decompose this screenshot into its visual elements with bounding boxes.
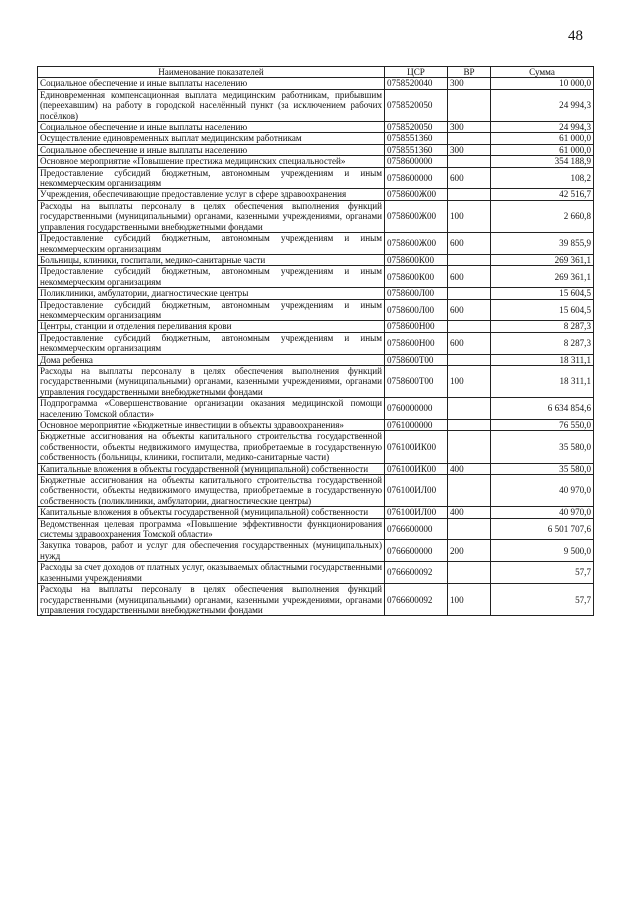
cell-sum: 57,7	[491, 584, 594, 616]
cell-sum: 10 000,0	[491, 78, 594, 89]
cell-name: Поликлиники, амбулатории, диагностические центры	[38, 288, 385, 299]
cell-csr: 0758600Т00	[385, 365, 448, 397]
cell-sum: 42 516,7	[491, 189, 594, 200]
cell-sum: 57,7	[491, 562, 594, 584]
table-row	[38, 133, 594, 144]
cell-vr	[448, 398, 491, 420]
table-row	[38, 266, 594, 288]
cell-name: Расходы на выплаты персоналу в целях обеспечения выполнения функций государственными (муниципальными) органами, казенными учреждениями, органами управления государственными внебюджетными фондами	[38, 365, 385, 397]
cell-name: Предоставление субсидий бюджетным, автономным учреждениям и иным некоммерческим организациям	[38, 332, 385, 354]
cell-vr	[448, 475, 491, 507]
cell-sum: 108,2	[491, 167, 594, 189]
cell-sum: 40 970,0	[491, 507, 594, 518]
cell-csr: 0758600Н00	[385, 332, 448, 354]
table-row	[38, 398, 594, 420]
cell-csr: 0758600000	[385, 156, 448, 167]
cell-csr: 076100ИК00	[385, 463, 448, 474]
cell-csr: 0758600Л00	[385, 299, 448, 321]
header-name: Наименование показателей	[38, 67, 385, 78]
cell-name: Расходы на выплаты персоналу в целях обеспечения выполнения функций государственными (муниципальными) органами, казенными учреждениями, органами управления государственными внебюджетными фондами	[38, 584, 385, 616]
header-csr: ЦСР	[385, 67, 448, 78]
cell-csr: 0766600000	[385, 540, 448, 562]
cell-vr	[448, 156, 491, 167]
cell-csr: 0766600000	[385, 518, 448, 540]
table-row	[38, 122, 594, 133]
cell-name: Закупка товаров, работ и услуг для обеспечения государственных (муниципальных) нужд	[38, 540, 385, 562]
cell-sum: 35 580,0	[491, 431, 594, 463]
table-row	[38, 562, 594, 584]
cell-name: Единовременная компенсационная выплата медицинским работникам, прибывшим (переехавшим) на работу в городской населённый пункт (за исключением рабочих посёлков)	[38, 89, 385, 121]
table-row	[38, 78, 594, 89]
cell-name: Социальное обеспечение и иные выплаты населению	[38, 122, 385, 133]
table-row	[38, 507, 594, 518]
cell-vr: 600	[448, 266, 491, 288]
table-row	[38, 431, 594, 463]
table-row	[38, 167, 594, 189]
table-row	[38, 200, 594, 232]
cell-csr: 0760000000	[385, 398, 448, 420]
cell-name: Дома ребенка	[38, 354, 385, 365]
table-row	[38, 420, 594, 431]
cell-csr: 0758600Ж00	[385, 189, 448, 200]
cell-name: Социальное обеспечение и иные выплаты населению	[38, 144, 385, 155]
cell-name: Основное мероприятие «Бюджетные инвестиции в объекты здравоохранения»	[38, 420, 385, 431]
cell-name: Бюджетные ассигнования на объекты капитального строительства государственной собственности, объекты недвижимого имущества, приобретаемые в государственную собственность (больницы, клиники, госпитали, медико-санитарные части)	[38, 431, 385, 463]
cell-sum: 76 550,0	[491, 420, 594, 431]
table-row	[38, 321, 594, 332]
cell-vr: 300	[448, 78, 491, 89]
cell-sum: 15 604,5	[491, 288, 594, 299]
cell-vr	[448, 133, 491, 144]
cell-csr: 0758600Ж00	[385, 233, 448, 255]
cell-csr: 0758600К00	[385, 254, 448, 265]
cell-name: Предоставление субсидий бюджетным, автономным учреждениям и иным некоммерческим организациям	[38, 266, 385, 288]
cell-sum: 39 855,9	[491, 233, 594, 255]
table-row	[38, 233, 594, 255]
cell-vr: 600	[448, 332, 491, 354]
cell-name: Предоставление субсидий бюджетным, автономным учреждениям и иным некоммерческим организациям	[38, 233, 385, 255]
cell-csr: 0758551360	[385, 133, 448, 144]
cell-vr: 100	[448, 365, 491, 397]
cell-csr: 0761000000	[385, 420, 448, 431]
cell-vr	[448, 321, 491, 332]
budget-table	[37, 66, 594, 616]
table-row	[38, 189, 594, 200]
cell-vr	[448, 254, 491, 265]
cell-sum: 40 970,0	[491, 475, 594, 507]
cell-sum: 18 311,1	[491, 365, 594, 397]
table-row	[38, 540, 594, 562]
cell-csr: 0758600000	[385, 167, 448, 189]
cell-vr: 200	[448, 540, 491, 562]
cell-sum: 15 604,5	[491, 299, 594, 321]
cell-sum: 8 287,3	[491, 321, 594, 332]
cell-sum: 354 188,9	[491, 156, 594, 167]
table-row	[38, 365, 594, 397]
cell-name: Расходы на выплаты персоналу в целях обеспечения выполнения функций государственными (муниципальными) органами, казенными учреждениями, органами управления государственными внебюджетными фондами	[38, 200, 385, 232]
table-row	[38, 584, 594, 616]
page-number: 48	[568, 28, 583, 44]
cell-sum: 61 000,0	[491, 133, 594, 144]
cell-name: Предоставление субсидий бюджетным, автономным учреждениям и иным некоммерческим организациям	[38, 299, 385, 321]
cell-sum: 35 580,0	[491, 463, 594, 474]
cell-vr: 600	[448, 233, 491, 255]
cell-csr: 0758600Л00	[385, 288, 448, 299]
cell-name: Расходы за счет доходов от платных услуг, оказываемых областными государственными казенными учреждениями	[38, 562, 385, 584]
cell-csr: 0758520050	[385, 89, 448, 121]
cell-name: Бюджетные ассигнования на объекты капитального строительства государственной собственности, объекты недвижимого имущества, приобретаемые в государственную собственность (поликлиники, амбулатории, диагностические центры)	[38, 475, 385, 507]
cell-name: Центры, станции и отделения переливания крови	[38, 321, 385, 332]
header-sum: Сумма	[491, 67, 594, 78]
cell-csr: 0758600К00	[385, 266, 448, 288]
cell-csr: 0766600092	[385, 584, 448, 616]
cell-csr: 076100ИЛ00	[385, 507, 448, 518]
cell-csr: 076100ИК00	[385, 431, 448, 463]
cell-sum: 24 994,3	[491, 89, 594, 121]
cell-csr: 0758600Т00	[385, 354, 448, 365]
table-header-row	[38, 67, 594, 78]
table-row	[38, 288, 594, 299]
cell-vr: 100	[448, 584, 491, 616]
cell-vr: 300	[448, 144, 491, 155]
table-row	[38, 299, 594, 321]
cell-vr	[448, 562, 491, 584]
cell-sum: 9 500,0	[491, 540, 594, 562]
table-body	[38, 78, 594, 616]
cell-vr: 100	[448, 200, 491, 232]
cell-name: Социальное обеспечение и иные выплаты населению	[38, 78, 385, 89]
cell-vr	[448, 431, 491, 463]
cell-vr: 600	[448, 299, 491, 321]
cell-vr: 400	[448, 507, 491, 518]
cell-csr: 0766600092	[385, 562, 448, 584]
cell-vr: 400	[448, 463, 491, 474]
cell-sum: 6 501 707,6	[491, 518, 594, 540]
cell-vr: 300	[448, 122, 491, 133]
table-row	[38, 518, 594, 540]
table-row	[38, 354, 594, 365]
cell-vr	[448, 354, 491, 365]
table-row	[38, 475, 594, 507]
cell-sum: 2 660,8	[491, 200, 594, 232]
cell-csr: 0758520050	[385, 122, 448, 133]
cell-sum: 269 361,1	[491, 254, 594, 265]
table-row	[38, 332, 594, 354]
cell-csr: 0758551360	[385, 144, 448, 155]
cell-sum: 24 994,3	[491, 122, 594, 133]
cell-name: Основное мероприятие «Повышение престижа медицинских специальностей»	[38, 156, 385, 167]
cell-vr	[448, 189, 491, 200]
table-row	[38, 156, 594, 167]
cell-name: Больницы, клиники, госпитали, медико-санитарные части	[38, 254, 385, 265]
table-row	[38, 463, 594, 474]
cell-name: Ведомственная целевая программа «Повышение эффективности функционирования системы здравоохранения Томской области»	[38, 518, 385, 540]
table-row	[38, 254, 594, 265]
cell-sum: 6 634 854,6	[491, 398, 594, 420]
cell-sum: 18 311,1	[491, 354, 594, 365]
cell-vr	[448, 420, 491, 431]
cell-vr	[448, 518, 491, 540]
cell-vr	[448, 89, 491, 121]
cell-sum: 8 287,3	[491, 332, 594, 354]
cell-name: Осуществление единовременных выплат медицинским работникам	[38, 133, 385, 144]
cell-name: Капитальные вложения в объекты государственной (муниципальной) собственности	[38, 507, 385, 518]
cell-sum: 269 361,1	[491, 266, 594, 288]
table-row	[38, 89, 594, 121]
cell-name: Капитальные вложения в объекты государственной (муниципальной) собственности	[38, 463, 385, 474]
cell-name: Предоставление субсидий бюджетным, автономным учреждениям и иным некоммерческим организациям	[38, 167, 385, 189]
cell-name: Подпрограмма «Совершенствование организации оказания медицинской помощи населению Томской области»	[38, 398, 385, 420]
header-vr: ВР	[448, 67, 491, 78]
cell-csr: 076100ИЛ00	[385, 475, 448, 507]
cell-sum: 61 000,0	[491, 144, 594, 155]
cell-vr: 600	[448, 167, 491, 189]
cell-csr: 0758600Н00	[385, 321, 448, 332]
table-row	[38, 144, 594, 155]
cell-csr: 0758600Ж00	[385, 200, 448, 232]
cell-name: Учреждения, обеспечивающие предоставление услуг в сфере здравоохранения	[38, 189, 385, 200]
cell-vr	[448, 288, 491, 299]
cell-csr: 0758520040	[385, 78, 448, 89]
